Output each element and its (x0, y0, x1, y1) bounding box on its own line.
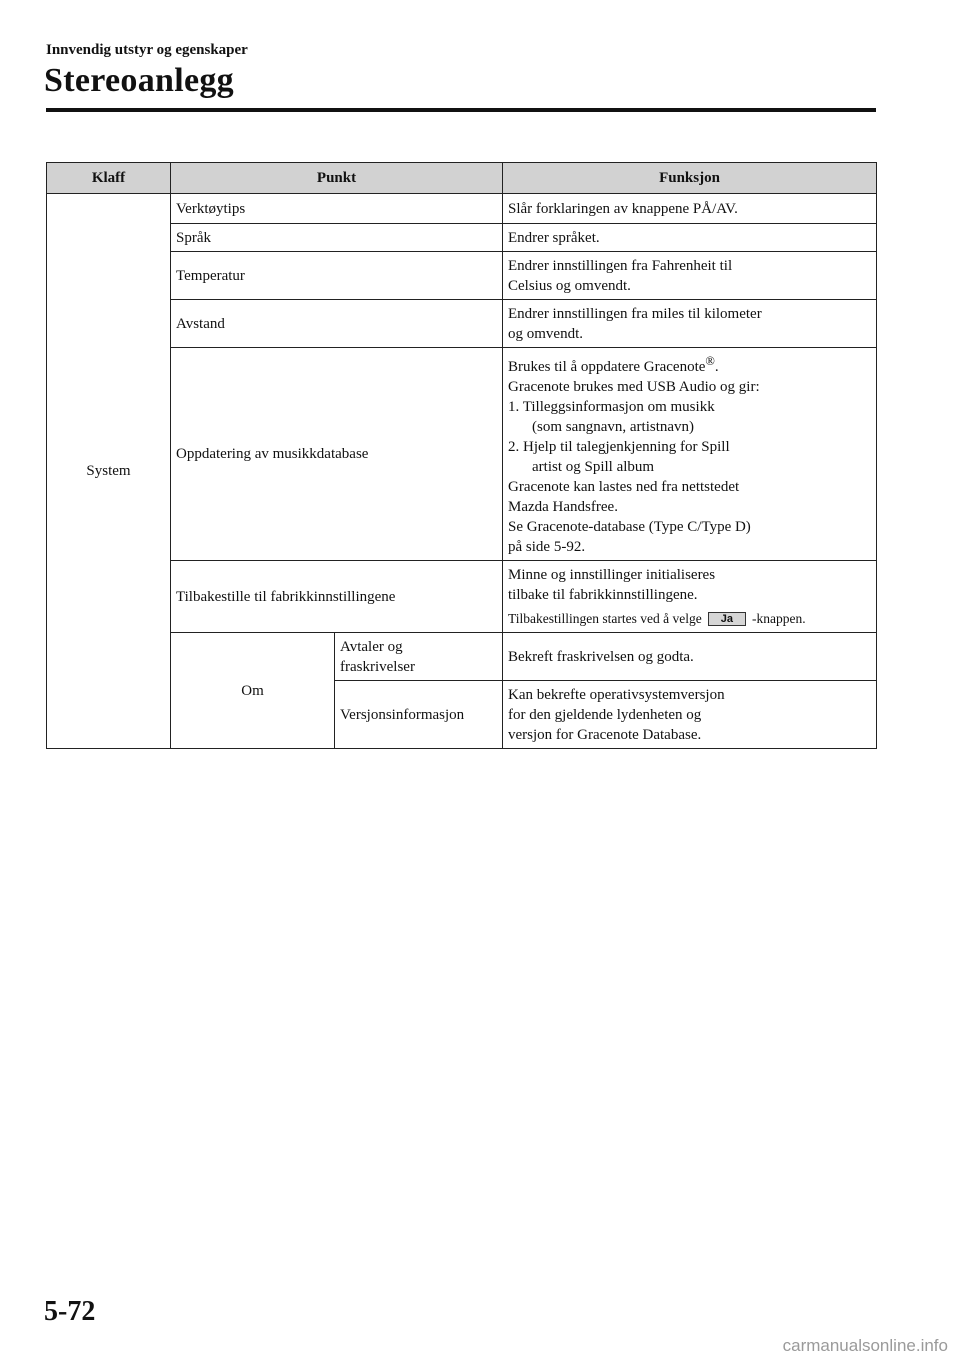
function-cell (503, 300, 877, 348)
function-cell (503, 348, 877, 561)
function-cell: Endrer språket. (503, 224, 877, 252)
table-row (47, 252, 877, 300)
function-line: 1. Tilleggsinformasjon om musikk (508, 399, 715, 415)
item-cell: Avstand (171, 300, 503, 348)
header-funksjon: Funksjon (503, 163, 877, 194)
function-line: versjon for Gracenote Database. (508, 726, 702, 743)
settings-table (46, 162, 877, 749)
item-cell: Språk (171, 224, 503, 252)
function-line: Endrer innstillingen fra miles til kilometer (508, 305, 762, 322)
header-klaff: Klaff (47, 163, 171, 194)
function-line: (som sangnavn, artistnavn) (532, 419, 695, 435)
subitem-cell: Versjonsinformasjon (335, 681, 503, 749)
title-rule (46, 108, 876, 112)
function-text: Brukes til å oppdatere Gracenote (508, 359, 706, 375)
table-row (47, 561, 877, 633)
table-row (47, 633, 877, 681)
item-cell: Temperatur (171, 252, 503, 300)
item-cell: Tilbakestille til fabrikkinnstillingene (171, 561, 503, 633)
registered-mark: ® (705, 354, 715, 368)
function-line: 2. Hjelp til talegjenkjenning for Spill (508, 439, 730, 455)
function-line: Gracenote brukes med USB Audio og gir: (508, 379, 760, 395)
function-line: Endrer innstillingen fra Fahrenheit til (508, 257, 733, 274)
function-cell (503, 681, 877, 749)
function-text: -knappen. (751, 610, 806, 626)
table-row (47, 300, 877, 348)
page-number: 5-72 (44, 1296, 96, 1327)
function-line: Mazda Handsfree. (508, 499, 618, 515)
function-line: for den gjeldende lydenheten og (508, 706, 702, 723)
function-cell: Slår forklaringen av knappene PÅ/AV. (503, 194, 877, 224)
function-line: tilbake til fabrikkinnstillingene. (508, 586, 698, 603)
item-cell: Verktøytips (171, 194, 503, 224)
function-cell (503, 561, 877, 633)
page-title: Stereoanlegg (44, 62, 234, 99)
item-cell-om: Om (171, 633, 335, 749)
function-line: Minne og innstillinger initialiseres (508, 566, 716, 583)
table-row (47, 348, 877, 561)
function-text: . (714, 359, 719, 375)
subitem-cell (335, 633, 503, 681)
tab-cell-system: System (47, 194, 171, 749)
function-cell: Bekreft fraskrivelsen og godta. (503, 633, 877, 681)
function-line (508, 351, 871, 377)
watermark: carmanualsonline.info (782, 1336, 948, 1355)
function-line: Se Gracenote-database (Type C/Type D) (508, 519, 751, 535)
table-header-row (47, 163, 877, 194)
function-text: Tilbakestillingen startes ved å velge (508, 610, 702, 626)
function-line: Kan bekrefte operativsystemversjon (508, 686, 725, 703)
subitem-line: fraskrivelser (340, 658, 415, 675)
function-line: Gracenote kan lastes ned fra nettstedet (508, 479, 740, 495)
function-line: artist og Spill album (532, 459, 655, 475)
table-row (47, 224, 877, 252)
item-cell: Oppdatering av musikkdatabase (171, 348, 503, 561)
ja-button-icon: Ja (708, 612, 746, 626)
function-line (508, 609, 871, 629)
subitem-line: Avtaler og (340, 638, 403, 655)
function-line: Celsius og omvendt. (508, 277, 631, 294)
function-cell (503, 252, 877, 300)
section-label: Innvendig utstyr og egenskaper (46, 42, 248, 58)
function-line: og omvendt. (508, 325, 583, 342)
header-punkt: Punkt (171, 163, 503, 194)
function-line: på side 5-92. (508, 539, 586, 555)
table-row (47, 194, 877, 224)
